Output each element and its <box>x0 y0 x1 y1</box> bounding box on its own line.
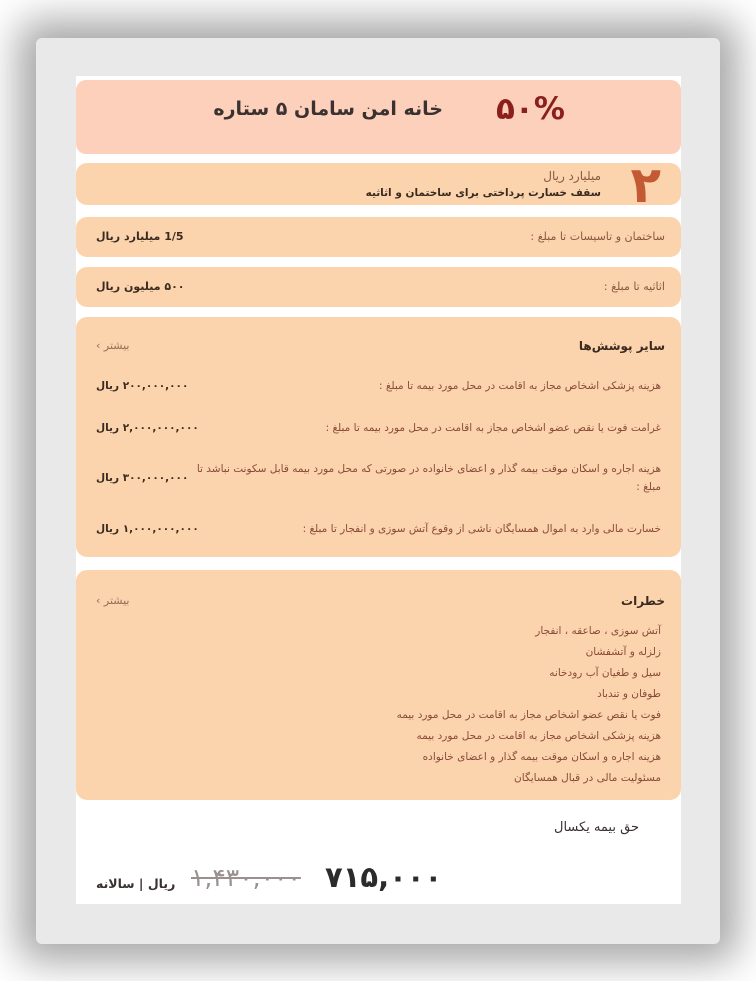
other-coverages-more-link[interactable]: بیشتر › <box>96 339 130 352</box>
discounted-price: ۷۱۵,۰۰۰ <box>325 860 443 894</box>
plan-header <box>76 80 681 154</box>
risk-item: سیل و طغیان آب رودخانه <box>549 667 661 679</box>
coverage-cap-amount: ۲ <box>630 156 661 214</box>
risk-item: آتش سوزی ، صاعقه ، انفجار <box>535 625 661 637</box>
discount-badge: ۵۰% <box>496 91 565 127</box>
risk-item: هزینه پزشکی اشخاص مجاز به اقامت در محل مورد بیمه <box>416 730 661 742</box>
coverage-item-label: غرامت فوت یا نقص عضو اشخاص مجاز به اقامت در محل مورد بیمه تا مبلغ : <box>325 422 661 434</box>
other-coverages-panel <box>76 317 681 557</box>
building-coverage-label: ساختمان و تاسیسات تا مبلغ : <box>530 230 665 243</box>
coverage-item-label: خسارت مالی وارد به اموال همسایگان ناشی از وقوع آتش سوزی و انفجار تا مبلغ : <box>302 523 661 535</box>
insurance-plan-card[interactable] <box>76 76 681 904</box>
risks-more-link[interactable]: بیشتر › <box>96 594 130 607</box>
furniture-coverage-value: ۵۰۰ میلیون ریال <box>96 280 185 293</box>
furniture-coverage-label: اثاثیه تا مبلغ : <box>603 280 665 293</box>
coverage-item-label: هزینه اجاره و اسکان موقت بیمه گذار و اعضای خانواده در صورتی که محل مورد بیمه قابل سکونت نباشد تا مبلغ : <box>196 463 661 493</box>
plan-title: خانه امن سامان ۵ ستاره <box>213 98 443 120</box>
risk-item: مسئولیت مالی در قبال همسایگان <box>514 772 661 784</box>
risk-item: فوت یا نقص عضو اشخاص مجاز به اقامت در محل مورد بیمه <box>396 709 661 721</box>
risk-item: هزینه اجاره و اسکان موقت بیمه گذار و اعضای خانواده <box>422 751 661 763</box>
coverage-cap-unit: میلیارد ریال <box>543 169 601 183</box>
risk-item: زلزله و آتشفشان <box>585 646 661 658</box>
coverage-cap-description: سقف خسارت پرداختی برای ساختمان و اثاثیه <box>365 187 601 199</box>
building-coverage-value: 1/5 میلیارد ریال <box>96 230 184 243</box>
coverage-item-value: ۲۰۰,۰۰۰,۰۰۰ ریال <box>96 380 189 392</box>
risks-title: خطرات <box>621 594 665 608</box>
building-coverage-row <box>76 217 681 257</box>
original-price: ۱,۴۳۰,۰۰۰ <box>191 863 301 892</box>
other-coverages-title: سایر پوشش‌ها <box>578 339 665 353</box>
coverage-item-value: ۲,۰۰۰,۰۰۰,۰۰۰ ریال <box>96 422 199 434</box>
premium-title: حق بیمه یکسال <box>554 820 639 835</box>
risk-item: طوفان و تندباد <box>597 688 661 700</box>
risks-panel <box>76 570 681 800</box>
premium-period: ریال | سالانه <box>96 876 176 891</box>
coverage-item-value: ۳۰۰,۰۰۰,۰۰۰ ریال <box>96 472 189 484</box>
coverage-item-label: هزینه پزشکی اشخاص مجاز به اقامت در محل مورد بیمه تا مبلغ : <box>378 380 661 392</box>
coverage-cap-panel <box>76 156 681 214</box>
coverage-item-value: ۱,۰۰۰,۰۰۰,۰۰۰ ریال <box>96 523 199 535</box>
furniture-coverage-row <box>76 267 681 307</box>
